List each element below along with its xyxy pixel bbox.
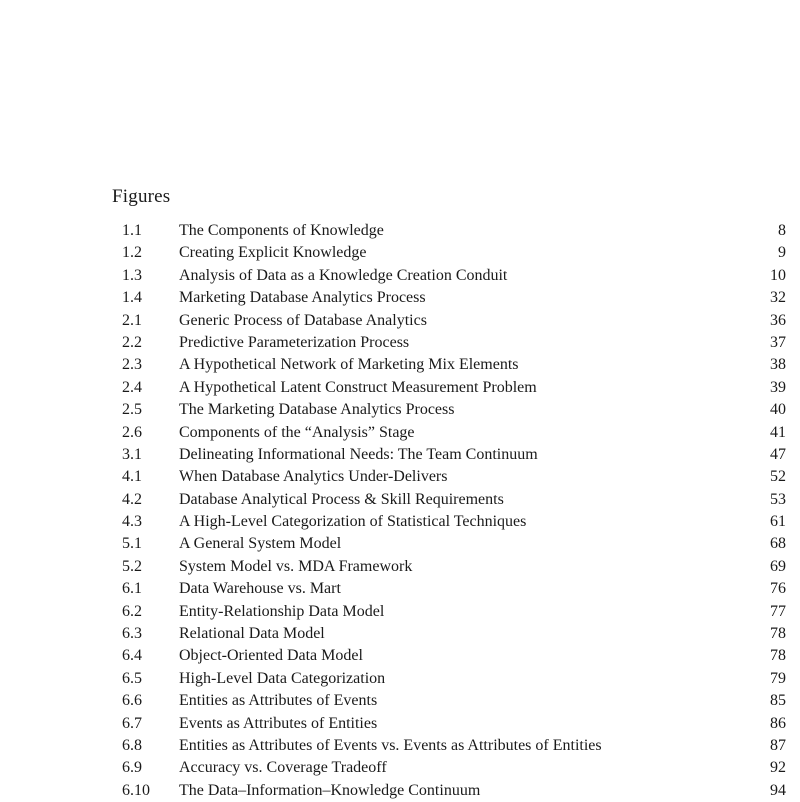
figure-entry — [0, 690, 800, 712]
figure-entry — [0, 332, 800, 354]
figure-number: 1.4 — [122, 289, 142, 307]
figure-number: 2.3 — [122, 356, 142, 374]
figure-title: High-Level Data Categorization — [179, 669, 386, 687]
figure-number: 4.2 — [122, 490, 142, 508]
figure-title: Creating Explicit Knowledge — [179, 244, 367, 262]
figure-entry — [0, 265, 800, 287]
figure-page-number: 36 — [770, 311, 786, 329]
figure-title: Predictive Parameterization Process — [179, 333, 410, 351]
figure-entry — [0, 354, 800, 376]
figure-title: Data Warehouse vs. Mart — [179, 580, 341, 598]
figure-page-number: 87 — [770, 736, 786, 754]
figure-number: 2.5 — [122, 401, 142, 419]
figure-number: 4.3 — [122, 513, 142, 531]
figure-entry — [0, 511, 800, 533]
figure-page-number: 52 — [770, 468, 786, 486]
figure-entry — [0, 242, 800, 264]
figure-entry — [0, 287, 800, 309]
figure-number: 6.10 — [122, 781, 150, 799]
figure-title: The Components of Knowledge — [179, 222, 384, 239]
figure-title: Database Analytical Process & Skill Requirements — [179, 490, 504, 508]
figure-entry — [0, 556, 800, 578]
figure-number: 6.8 — [122, 736, 142, 754]
figure-number: 1.1 — [122, 222, 142, 239]
figure-page-number: 47 — [770, 445, 786, 463]
figure-title: System Model vs. MDA Framework — [179, 557, 413, 575]
figure-number: 6.4 — [122, 647, 142, 665]
figure-title: Delineating Informational Needs: The Team Continuum — [179, 445, 538, 463]
figure-title: When Database Analytics Under-Delivers — [179, 468, 448, 486]
figure-title: Entities as Attributes of Events — [179, 692, 378, 710]
figure-entry — [0, 601, 800, 623]
figure-page-number: 86 — [770, 714, 786, 732]
figure-title: A Hypothetical Latent Construct Measurement Problem — [179, 378, 537, 396]
figure-entry — [0, 780, 800, 802]
figure-number: 3.1 — [122, 445, 142, 463]
figure-number: 6.1 — [122, 580, 142, 598]
figure-entry — [0, 310, 800, 332]
figure-page-number: 39 — [770, 378, 786, 396]
figure-number: 1.3 — [122, 266, 142, 284]
figure-entry — [0, 713, 800, 735]
figure-page-number: 85 — [770, 692, 786, 710]
figure-page-number: 38 — [770, 356, 786, 374]
figure-entry — [0, 735, 800, 757]
figure-page-number: 9 — [778, 244, 786, 262]
figure-title: Accuracy vs. Coverage Tradeoff — [179, 759, 387, 777]
figure-entry — [0, 578, 800, 600]
figure-page-number: 61 — [770, 513, 786, 531]
section-heading: Figures — [112, 186, 171, 207]
figure-page-number: 92 — [770, 759, 786, 777]
figure-title: The Marketing Database Analytics Process — [179, 401, 455, 419]
figure-title: Entities as Attributes of Events vs. Events as Attributes of Entities — [179, 736, 602, 754]
figure-number: 6.7 — [122, 714, 142, 732]
figure-title: Analysis of Data as a Knowledge Creation Conduit — [179, 266, 508, 284]
figure-number: 2.1 — [122, 311, 142, 329]
figures-list — [0, 220, 800, 802]
figure-entry — [0, 757, 800, 779]
figure-number: 6.2 — [122, 602, 142, 620]
figure-title: A General System Model — [179, 535, 342, 553]
figure-entry — [0, 533, 800, 555]
figure-title: A High-Level Categorization of Statistical Techniques — [179, 513, 527, 531]
figure-entry — [0, 489, 800, 511]
figure-number: 6.5 — [122, 669, 142, 687]
figure-page-number: 79 — [770, 669, 786, 687]
figure-entry — [0, 422, 800, 444]
figure-entry — [0, 377, 800, 399]
figure-entry — [0, 623, 800, 645]
figure-page-number: 77 — [770, 602, 786, 620]
figure-number: 6.6 — [122, 692, 142, 710]
figure-page-number: 53 — [770, 490, 786, 508]
figure-number: 2.4 — [122, 378, 142, 396]
figure-number: 2.6 — [122, 423, 142, 441]
figure-number: 5.1 — [122, 535, 142, 553]
figure-title: A Hypothetical Network of Marketing Mix Elements — [179, 356, 519, 374]
figure-page-number: 37 — [770, 333, 786, 351]
figure-number: 5.2 — [122, 557, 142, 575]
figure-page-number: 8 — [778, 222, 786, 239]
figure-page-number: 32 — [770, 289, 786, 307]
figure-entry — [0, 220, 800, 242]
figure-page-number: 41 — [770, 423, 786, 441]
figure-number: 6.3 — [122, 625, 142, 643]
figure-title: Relational Data Model — [179, 625, 325, 643]
figure-page-number: 68 — [770, 535, 786, 553]
figure-number: 4.1 — [122, 468, 142, 486]
figure-number: 2.2 — [122, 333, 142, 351]
figure-title: Generic Process of Database Analytics — [179, 311, 427, 329]
figure-page-number: 40 — [770, 401, 786, 419]
figure-title: Object-Oriented Data Model — [179, 647, 363, 665]
figure-title: Components of the “Analysis” Stage — [179, 423, 415, 441]
figure-entry — [0, 466, 800, 488]
figure-title: Marketing Database Analytics Process — [179, 289, 426, 307]
figure-title: Events as Attributes of Entities — [179, 714, 378, 732]
figure-entry — [0, 399, 800, 421]
figure-number: 1.2 — [122, 244, 142, 262]
figure-page-number: 94 — [770, 781, 786, 799]
figure-entry — [0, 444, 800, 466]
figure-page-number: 78 — [770, 647, 786, 665]
figure-title: Entity-Relationship Data Model — [179, 602, 385, 620]
figure-entry — [0, 668, 800, 690]
figure-page-number: 69 — [770, 557, 786, 575]
figure-title: The Data–Information–Knowledge Continuum — [179, 781, 481, 799]
figure-page-number: 10 — [770, 266, 786, 284]
figure-number: 6.9 — [122, 759, 142, 777]
figure-entry — [0, 645, 800, 667]
figure-page-number: 78 — [770, 625, 786, 643]
figure-page-number: 76 — [770, 580, 786, 598]
